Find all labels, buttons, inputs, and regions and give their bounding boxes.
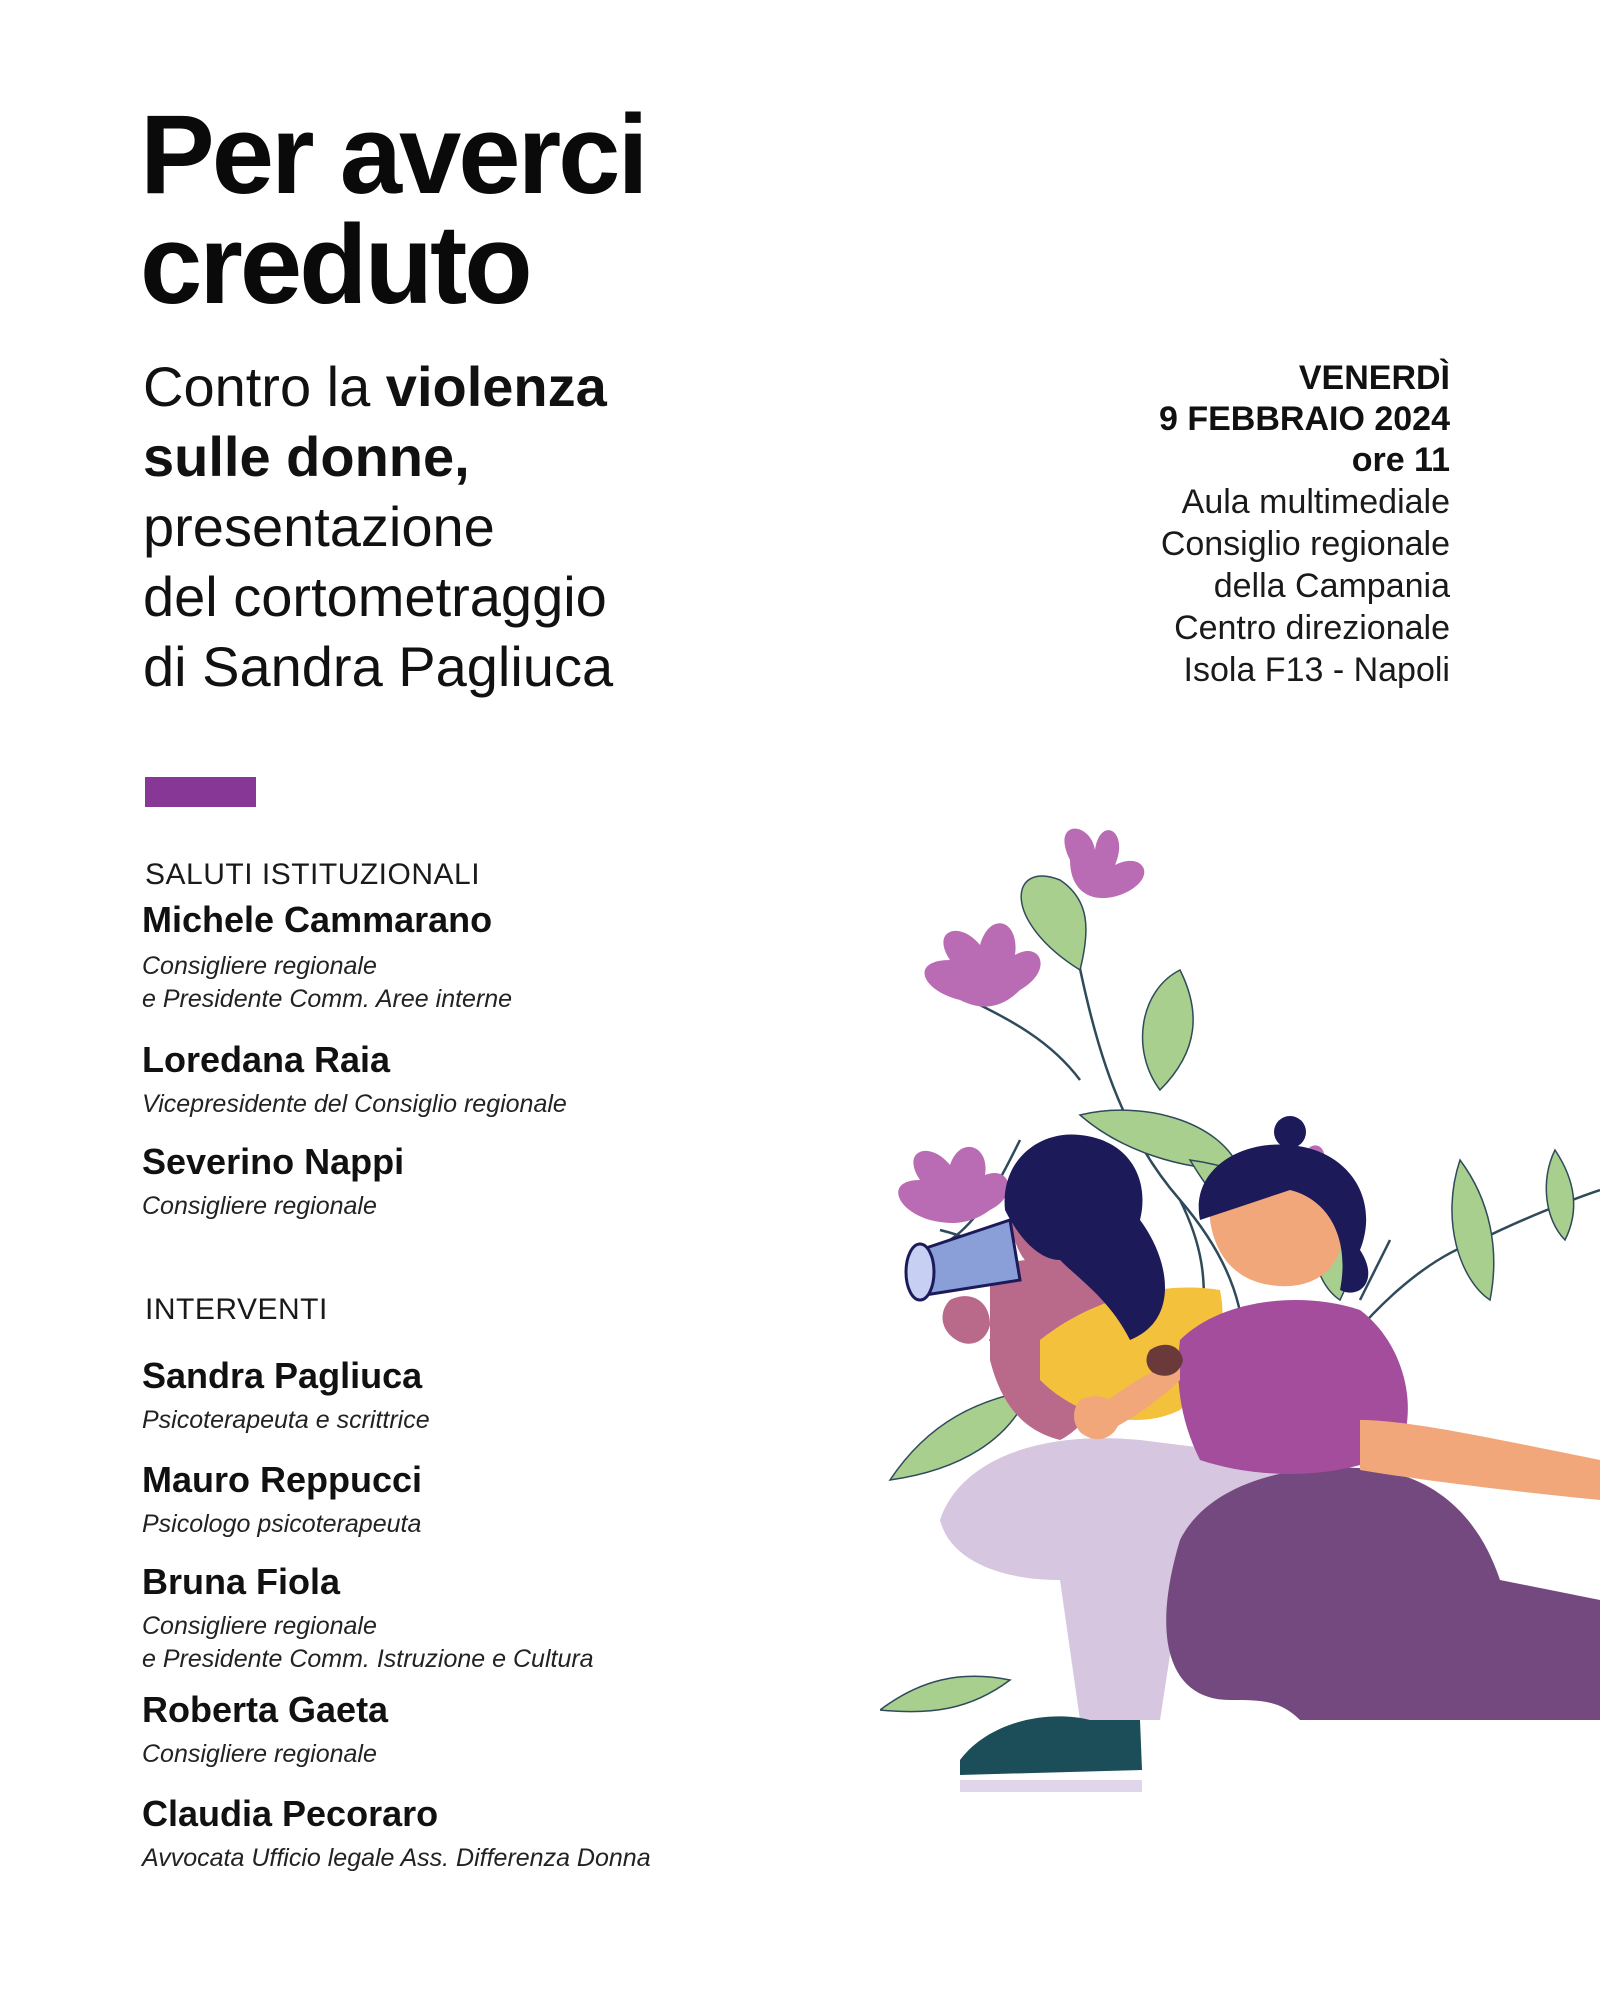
speaker-role: Consigliere regionale (142, 1192, 377, 1220)
event-title (140, 92, 646, 327)
speaker-role: Avvocata Ufficio legale Ass. Differenza Donna (142, 1844, 651, 1872)
speaker-name: Loredana Raia (142, 1039, 391, 1080)
speaker-item (142, 1688, 388, 1771)
subtitle-line-2-bold: sulle donne, (143, 425, 470, 488)
speaker-item (142, 1140, 404, 1223)
subtitle-line-2 (143, 422, 613, 492)
speaker-item (142, 1354, 430, 1437)
event-date: 9 FEBBRAIO 2024 (1159, 400, 1450, 438)
speaker-item (142, 1038, 567, 1121)
title-line-2: creduto (140, 202, 530, 327)
speaker-role: Psicologo psicoterapeuta (142, 1510, 422, 1538)
speaker-item (142, 1458, 422, 1541)
venue-line: Aula multimediale (1181, 483, 1450, 521)
flower-shape (898, 1147, 1008, 1223)
speaker-role: Consigliere regionale (142, 1740, 377, 1768)
subtitle-line-1-bold: violenza (385, 355, 607, 418)
subtitle-line-3: presentazione (143, 495, 495, 558)
speaker-role: Consigliere regionale (142, 1612, 377, 1640)
speaker-name: Severino Nappi (142, 1141, 405, 1182)
women-megaphone-flowers-illustration (880, 820, 1600, 1890)
speaker-role: Psicoterapeuta e scrittrice (142, 1406, 430, 1434)
speaker-role: e Presidente Comm. Istruzione e Cultura (142, 1645, 594, 1673)
speaker-role: e Presidente Comm. Aree interne (142, 985, 513, 1013)
subtitle-line-1 (143, 352, 613, 422)
venue-line: Centro direzionale (1174, 609, 1450, 647)
venue-line: Consiglio regionale (1160, 525, 1450, 563)
section-label-greetings: SALUTI ISTITUZIONALI (145, 858, 481, 891)
speaker-name: Sandra Pagliuca (142, 1355, 423, 1396)
leaf-shape (1143, 970, 1194, 1090)
speaker-name: Mauro Reppucci (142, 1459, 423, 1500)
speaker-item (142, 1792, 651, 1875)
speaker-item (142, 898, 512, 1016)
subtitle-line-5: di Sandra Pagliuca (143, 635, 614, 698)
venue-line: Isola F13 - Napoli (1183, 651, 1450, 689)
leaf-shape (1546, 1150, 1573, 1240)
section-label-talks: INTERVENTI (145, 1293, 328, 1326)
flower-shape (925, 923, 1041, 1006)
speaker-item (142, 1560, 594, 1676)
event-day: VENERDÌ (1298, 359, 1450, 397)
speaker-name: Claudia Pecoraro (142, 1793, 439, 1834)
speaker-role: Vicepresidente del Consiglio regionale (142, 1090, 567, 1118)
title-line-1: Per averci (140, 92, 646, 217)
event-time: ore 11 (1351, 441, 1450, 479)
leaf-shape (880, 1676, 1010, 1711)
speaker-name: Bruna Fiola (142, 1561, 341, 1602)
subtitle-line-1-plain: Contro la (143, 355, 386, 418)
venue-line: della Campania (1213, 567, 1450, 605)
flower-shape (1064, 829, 1144, 898)
speaker-name: Roberta Gaeta (142, 1689, 389, 1730)
speaker-role: Consigliere regionale (142, 952, 377, 980)
accent-divider (145, 777, 256, 807)
leaf-shape (1452, 1160, 1494, 1300)
speaker-name: Michele Cammarano (142, 899, 493, 940)
event-details (1030, 358, 1450, 691)
subtitle-line-4: del cortometraggio (143, 565, 607, 628)
event-subtitle (143, 352, 613, 702)
